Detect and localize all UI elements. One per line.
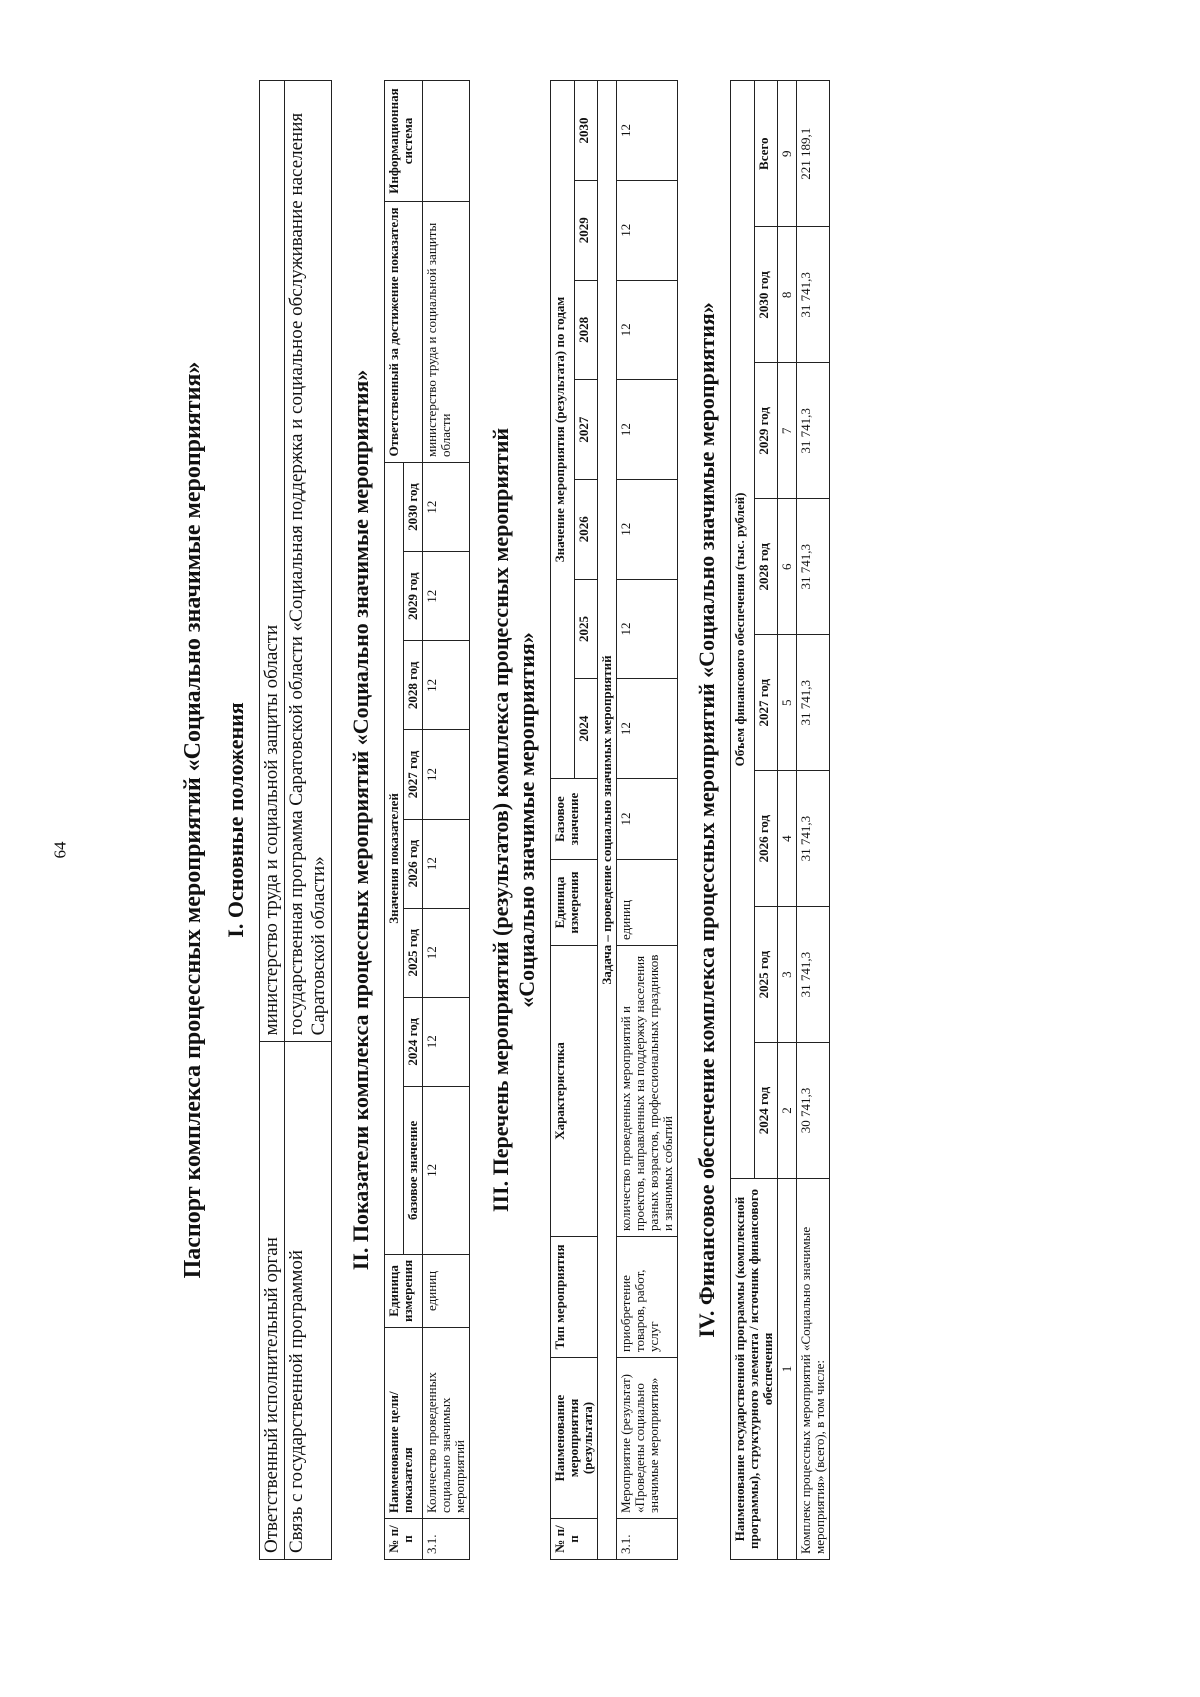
header-year: 2026 год bbox=[404, 819, 423, 908]
row-value: государственная программа Саратовской области «Социальная поддержка и социальное обслуживание населения Саратовской области» bbox=[285, 81, 332, 1042]
header-base: Базовое значение bbox=[551, 779, 598, 860]
column-number: 2 bbox=[778, 1043, 797, 1179]
cell-value: 12 bbox=[423, 641, 470, 730]
cell-value: 31 741,3 bbox=[797, 907, 830, 1043]
header-num: № п/п bbox=[385, 1519, 423, 1560]
cell-value: 31 741,3 bbox=[797, 363, 830, 499]
section-4-title: IV. Финансовое обеспечение комплекса процессных мероприятий «Социально значимые мероприятия» bbox=[694, 302, 719, 1338]
cell-total: 221 189,1 bbox=[797, 81, 830, 227]
cell-value: 12 bbox=[423, 552, 470, 641]
column-number: 9 bbox=[778, 81, 797, 227]
header-unit: Единица измерения bbox=[551, 860, 598, 946]
page-number: 64 bbox=[50, 841, 70, 859]
cell-value: 12 bbox=[423, 997, 470, 1086]
table-header-row bbox=[731, 81, 755, 1560]
cell-num: 3.1. bbox=[423, 1519, 470, 1560]
section-3-title-line1: III. Перечень мероприятий (результатов) комплекса процессных мероприятий bbox=[488, 427, 513, 1213]
cell-value: 12 bbox=[617, 180, 678, 280]
header-year: 2027 год bbox=[404, 730, 423, 819]
header-name: Наименование государственной программы (комплексной программы), структурного элемента / источник финансового обеспечения bbox=[731, 1179, 778, 1560]
cell-desc: количество проведенных мероприятий и проектов, направленных на поддержку населения разных возрастов, профессиональных праздников и значимых событий bbox=[617, 946, 678, 1237]
cell-value: 12 bbox=[617, 479, 678, 579]
column-number: 3 bbox=[778, 907, 797, 1043]
header-values-group: Значение мероприятия (результата) по годам bbox=[551, 81, 575, 779]
table-row bbox=[285, 81, 332, 1560]
cell-base: 12 bbox=[423, 1086, 470, 1254]
cell-name: Комплекс процессных мероприятий «Социально значимые мероприятия» (всего), в том числе: bbox=[797, 1179, 830, 1560]
cell-value: 12 bbox=[617, 81, 678, 181]
cell-value: 30 741,3 bbox=[797, 1043, 830, 1179]
column-number: 6 bbox=[778, 499, 797, 635]
task-label: Задача – проведение социально значимых мероприятий bbox=[598, 81, 617, 1560]
header-values-group: Значения показателей bbox=[385, 463, 404, 1255]
header-total: Всего bbox=[754, 81, 778, 227]
column-number: 5 bbox=[778, 635, 797, 771]
header-year: 2029 год bbox=[754, 363, 778, 499]
indicators-table bbox=[384, 80, 470, 1560]
column-number: 1 bbox=[778, 1179, 797, 1560]
document-title: Паспорт комплекса процессных мероприятий «Социально значимые мероприятия» bbox=[180, 361, 206, 1279]
header-name: Наименование мероприятия (результата) bbox=[551, 1358, 598, 1519]
cell-type: приобретение товаров, работ, услуг bbox=[617, 1237, 678, 1358]
cell-value: 12 bbox=[617, 280, 678, 380]
header-year: 2025 bbox=[574, 579, 598, 679]
section-3-title bbox=[488, 80, 540, 1560]
column-number: 7 bbox=[778, 363, 797, 499]
cell-value: 12 bbox=[423, 730, 470, 819]
row-label: Ответственный исполнительный орган bbox=[260, 1042, 285, 1560]
header-year: 2024 bbox=[574, 679, 598, 779]
table-header-row bbox=[385, 81, 404, 1560]
header-year: 2026 bbox=[574, 479, 598, 579]
column-number-row bbox=[778, 81, 797, 1560]
cell-value: 12 bbox=[617, 380, 678, 480]
finance-table bbox=[730, 80, 830, 1560]
header-volume-group: Объем финансового обеспечения (тыс. рублей) bbox=[731, 81, 755, 1179]
cell-value: 12 bbox=[423, 908, 470, 997]
header-year: 2028 год bbox=[754, 499, 778, 635]
cell-name: Количество проведенных социально значимых мероприятий bbox=[423, 1328, 470, 1519]
cell-value: 31 741,3 bbox=[797, 499, 830, 635]
header-responsible: Ответственный за достижение показателя bbox=[385, 202, 423, 463]
cell-num: 3.1. bbox=[617, 1519, 678, 1560]
header-year: 2026 год bbox=[754, 771, 778, 907]
header-year: 2030 год bbox=[754, 227, 778, 363]
header-info: Информационная система bbox=[385, 81, 423, 202]
cell-value: 12 bbox=[617, 579, 678, 679]
header-desc: Характеристика bbox=[551, 946, 598, 1237]
table-row bbox=[423, 81, 470, 1560]
header-type: Тип мероприятия bbox=[551, 1237, 598, 1358]
cell-value: 12 bbox=[617, 679, 678, 779]
header-year: 2028 bbox=[574, 280, 598, 380]
header-year: 2025 год bbox=[754, 907, 778, 1043]
column-number: 8 bbox=[778, 227, 797, 363]
row-value: министерство труда и социальной защиты области bbox=[260, 81, 285, 1042]
cell-value: 31 741,3 bbox=[797, 635, 830, 771]
table-header-row bbox=[551, 81, 575, 1560]
header-name: Наименование цели/показателя bbox=[385, 1328, 423, 1519]
header-unit: Единица измерения bbox=[385, 1254, 423, 1327]
header-year: 2029 bbox=[574, 180, 598, 280]
cell-info bbox=[423, 81, 470, 202]
header-year: 2027 bbox=[574, 380, 598, 480]
cell-base: 12 bbox=[617, 779, 678, 860]
table-row bbox=[797, 81, 830, 1560]
cell-unit: единиц bbox=[617, 860, 678, 946]
cell-value: 31 741,3 bbox=[797, 227, 830, 363]
header-base: базовое значение bbox=[404, 1086, 423, 1254]
section-3-title-line2: «Социально значимые мероприятия» bbox=[514, 632, 539, 1008]
task-row bbox=[598, 81, 617, 1560]
cell-name: Мероприятие (результат) «Проведены социально значимые мероприятия» bbox=[617, 1358, 678, 1519]
table-row bbox=[617, 81, 678, 1560]
activities-table bbox=[550, 80, 678, 1560]
header-year: 2028 год bbox=[404, 641, 423, 730]
header-year: 2030 bbox=[574, 81, 598, 181]
cell-value: 12 bbox=[423, 463, 470, 552]
cell-value: 31 741,3 bbox=[797, 771, 830, 907]
header-year: 2030 год bbox=[404, 463, 423, 552]
cell-responsible: министерство труда и социальной защиты области bbox=[423, 202, 470, 463]
header-year: 2029 год bbox=[404, 552, 423, 641]
header-year: 2025 год bbox=[404, 908, 423, 997]
row-label: Связь с государственной программой bbox=[285, 1042, 332, 1560]
header-year: 2027 год bbox=[754, 635, 778, 771]
section-2-title: II. Показатели комплекса процессных мероприятий «Социально значимые мероприятия» bbox=[348, 369, 373, 1271]
header-num: № п/п bbox=[551, 1519, 598, 1560]
basic-info-table bbox=[259, 80, 332, 1560]
section-1-title: I. Основные положения bbox=[223, 702, 248, 938]
header-year: 2024 год bbox=[404, 997, 423, 1086]
column-number: 4 bbox=[778, 771, 797, 907]
table-row bbox=[260, 81, 285, 1560]
cell-unit: единиц bbox=[423, 1254, 470, 1327]
cell-value: 12 bbox=[423, 819, 470, 908]
header-year: 2024 год bbox=[754, 1043, 778, 1179]
document-body bbox=[180, 80, 1090, 1560]
